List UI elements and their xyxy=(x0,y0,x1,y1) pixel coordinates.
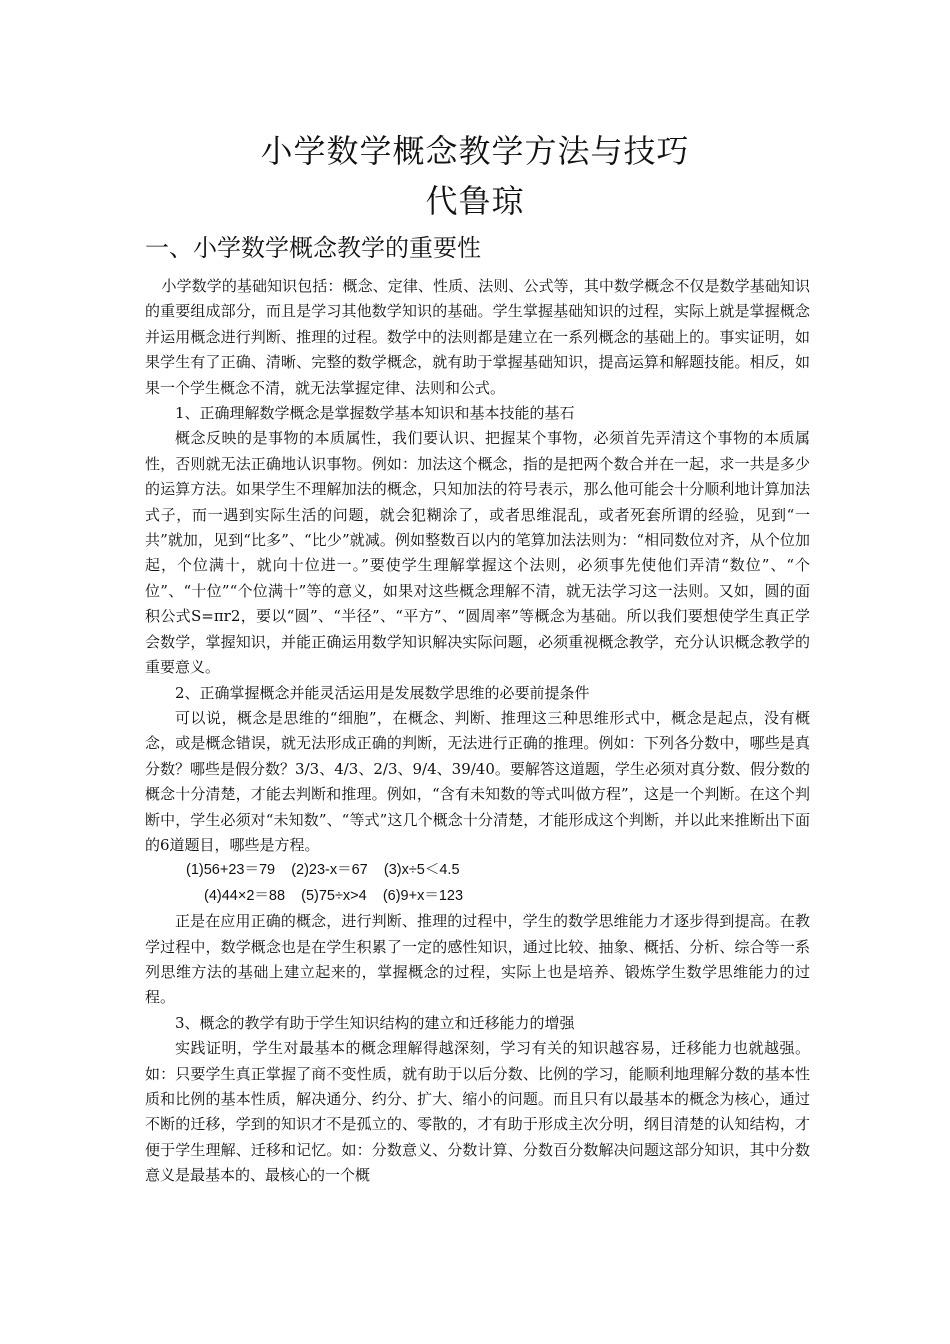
section-heading: 一、小学数学概念教学的重要性 xyxy=(145,234,481,262)
document-author: 代鲁琼 xyxy=(425,182,525,220)
equation-line-1: (1)56+23＝79 (2)23-x＝67 (3)x÷5＜4.5 xyxy=(186,862,460,879)
document-title: 小学数学概念教学方法与技巧 xyxy=(260,132,690,170)
document-body xyxy=(145,274,810,1189)
subheading-1: 1、正确理解数学概念是掌握数学基本知识和基本技能的基石 xyxy=(175,404,575,423)
paragraph-3: 正是在应用正确的概念，进行判断、推理的过程中，学生的数学思维能力才逐步得到提高。在教学过程中，数学概念也是在学生积累了一定的感性知识，通过比较、抽象、概括、分析、综合等一系列思维方法的基础上建立起来的，掌握概念的过程，实际上也是培养、锻炼学生数学思维能力的过程。 xyxy=(145,912,810,1007)
subheading-3: 3、概念的教学有助于学生知识结构的建立和迁移能力的增强 xyxy=(175,1013,575,1032)
equation-line-2: (4)44×2＝88 (5)75÷x>4 (6)9+x＝123 xyxy=(204,887,464,904)
subheading-2: 2、正确掌握概念并能灵活运用是发展数学思维的必要前提条件 xyxy=(175,683,590,702)
paragraph-intro: 小学数学的基础知识包括：概念、定律、性质、法则、公式等，其中数学概念不仅是数学基础知识的重要组成部分，而且是学习其他数学知识的基础。学生掌握基础知识的过程，实际上就是掌握概念并运用概念进行判断、推理的过程。数学中的法则都是建立在一系列概念的基础上的。事实证明，如果学生有了正确、清晰、完整的数学概念，就有助于掌握基础知识，提高运算和解题技能。相反，如果一个学生概念不清，就无法掌握定律、法则和公式。 xyxy=(145,277,810,397)
paragraph-1: 概念反映的是事物的本质属性，我们要认识、把握某个事物，必须首先弄清这个事物的本质属性，否则就无法正确地认识事物。例如：加法这个概念，指的是把两个数合并在一起，求一共是多少的运算方法。如果学生不理解加法的概念，只知加法的符号表示，那么他可能会十分顺利地计算加法式子，而一遇到实际生活的问题，就会犯糊涂了，或者思维混乱，或者死套所谓的经验，见到“一共”就加，见到“比多”、“比少”就减。例如整数百以内的笔算加法法则为：“相同数位对齐，从个位加起，个位满十，就向十位进一。”要使学生理解掌握这个法则，必须事先使他们弄清“数位”、“个位”、“十位”“个位满十”等的意义，如果对这些概念理解不清，就无法学习这一法则。又如，圆的面积公式S=πr2，要以“圆”、“半径”、“平方”、“圆周率”等概念为基础。所以我们要想使学生真正学会数学，掌握知识，并能正确运用数学知识解决实际问题，必须重视概念教学，充分认识概念教学的重要意义。 xyxy=(145,429,810,677)
paragraph-2: 可以说，概念是思维的“细胞”，在概念、判断、推理这三种思维形式中，概念是起点，没有概念，或是概念错误，就无法形成正确的判断，无法进行正确的推理。例如：下列各分数中，哪些是真分数？哪些是假分数？3/3、4/3、2/3、9/4、39/40。要解答这道题，学生必须对真分数、假分数的概念十分清楚，才能去判断和推理。例如，“含有未知数的等式叫做方程”，这是一个判断。在这个判断中，学生必须对“未知数”、“等式”这几个概念十分清楚，才能形成这个判断，并以此来推断出下面的6道题目，哪些是方程。 xyxy=(145,708,810,854)
paragraph-4: 实践证明，学生对最基本的概念理解得越深刻，学习有关的知识越容易，迁移能力也就越强。如：只要学生真正掌握了商不变性质，就有助于以后分数、比例的学习，能顺利地理解分数的基本性质和比例的基本性质，解决通分、约分、扩大、缩小的问题。而且只有以最基本的概念为核心，通过不断的迁移，学到的知识才不是孤立的、零散的，才有助于形成主次分明，纲目清楚的认知结构，才便于学生理解、迁移和记忆。如：分数意义、分数计算、分数百分数解决问题这部分知识，其中分数意义是最基本的、最核心的一个概 xyxy=(145,1039,810,1185)
